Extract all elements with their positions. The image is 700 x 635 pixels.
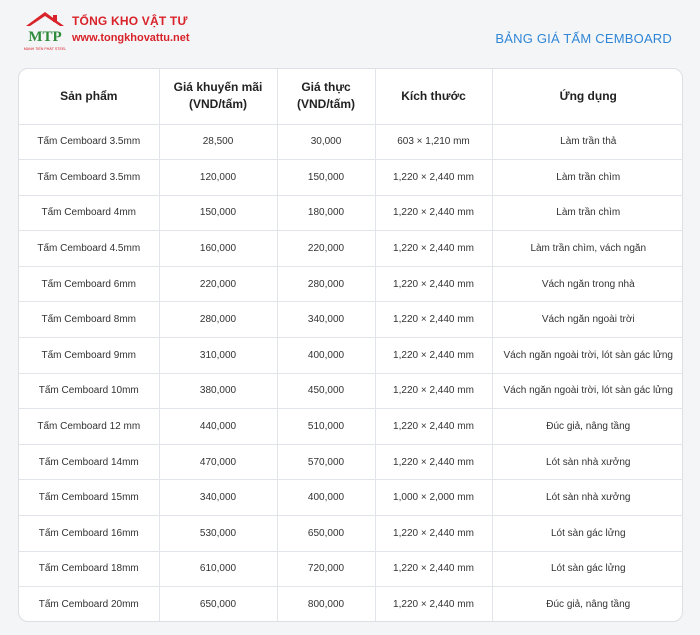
cell-usage: Làm trần chìm: [492, 160, 683, 196]
header: [0, 0, 700, 60]
cell-size: 1,220 × 2,440 mm: [375, 195, 492, 231]
table-row: [19, 302, 683, 338]
cell-actual-price: 30,000: [277, 124, 375, 160]
cell-actual-price: 510,000: [277, 409, 375, 445]
cell-usage: Lót sàn gác lửng: [492, 516, 683, 552]
cell-product: Tấm Cemboard 16mm: [19, 516, 159, 552]
cell-promo-price: 220,000: [159, 266, 277, 302]
cell-actual-price: 220,000: [277, 231, 375, 267]
cell-promo-price: 120,000: [159, 160, 277, 196]
table-body: [19, 124, 683, 622]
table-row: [19, 124, 683, 160]
table-row: [19, 231, 683, 267]
cell-promo-price: 340,000: [159, 480, 277, 516]
header-size: Kích thước: [375, 69, 492, 124]
cell-actual-price: 650,000: [277, 516, 375, 552]
cell-product: Tấm Cemboard 3.5mm: [19, 160, 159, 196]
cell-size: 1,220 × 2,440 mm: [375, 266, 492, 302]
cell-promo-price: 470,000: [159, 444, 277, 480]
cell-usage: Làm trần thả: [492, 124, 683, 160]
cell-usage: Đúc giả, nâng tầng: [492, 409, 683, 445]
cell-size: 1,220 × 2,440 mm: [375, 516, 492, 552]
cell-actual-price: 570,000: [277, 444, 375, 480]
table-row: [19, 338, 683, 374]
cell-usage: Vách ngăn ngoài trời, lót sàn gác lửng: [492, 338, 683, 374]
cell-promo-price: 440,000: [159, 409, 277, 445]
table-row: [19, 373, 683, 409]
cell-usage: Lót sàn nhà xưởng: [492, 480, 683, 516]
cell-actual-price: 150,000: [277, 160, 375, 196]
header-actual-price: Giá thực (VND/tấm): [277, 69, 375, 124]
cell-usage: Làm trần chìm, vách ngăn: [492, 231, 683, 267]
cell-size: 1,000 × 2,000 mm: [375, 480, 492, 516]
header-promo-price: Giá khuyến mãi (VND/tấm): [159, 69, 277, 124]
cell-usage: Làm trần chìm: [492, 195, 683, 231]
cell-actual-price: 340,000: [277, 302, 375, 338]
cell-actual-price: 800,000: [277, 587, 375, 622]
cell-usage: Lót sàn gác lửng: [492, 551, 683, 587]
table-row: [19, 516, 683, 552]
cell-product: Tấm Cemboard 9mm: [19, 338, 159, 374]
header-usage: Ứng dụng: [492, 69, 683, 124]
brand-url[interactable]: www.tongkhovattu.net: [72, 32, 190, 44]
brand-name: TỔNG KHO VẬT TƯ: [72, 14, 188, 28]
table-row: [19, 160, 683, 196]
cell-promo-price: 28,500: [159, 124, 277, 160]
cell-size: 1,220 × 2,440 mm: [375, 587, 492, 622]
table-row: [19, 551, 683, 587]
cell-product: Tấm Cemboard 4mm: [19, 195, 159, 231]
cell-product: Tấm Cemboard 14mm: [19, 444, 159, 480]
cell-promo-price: 380,000: [159, 373, 277, 409]
cell-promo-price: 150,000: [159, 195, 277, 231]
cell-size: 1,220 × 2,440 mm: [375, 444, 492, 480]
table-row: [19, 195, 683, 231]
price-table-card: [18, 68, 683, 622]
cell-promo-price: 280,000: [159, 302, 277, 338]
page-title: BẢNG GIÁ TẤM CEMBOARD: [495, 31, 672, 46]
cell-product: Tấm Cemboard 3.5mm: [19, 124, 159, 160]
cell-size: 603 × 1,210 mm: [375, 124, 492, 160]
price-table: [19, 69, 683, 622]
svg-text:MTP: MTP: [28, 29, 62, 45]
cell-promo-price: 610,000: [159, 551, 277, 587]
cell-promo-price: 650,000: [159, 587, 277, 622]
table-row: [19, 409, 683, 445]
table-row: [19, 587, 683, 622]
cell-usage: Đúc giả, nâng tầng: [546, 599, 631, 611]
cell-size: 1,220 × 2,440 mm: [375, 338, 492, 374]
table-header-row: [19, 69, 683, 124]
cell-product: Tấm Cemboard 12 mm: [19, 409, 159, 445]
cell-promo-price: 160,000: [159, 231, 277, 267]
cell-usage: Vách ngăn ngoài trời: [492, 302, 683, 338]
cell-size: 1,220 × 2,440 mm: [375, 551, 492, 587]
cell-product: Tấm Cemboard 8mm: [19, 302, 159, 338]
cell-promo-price: 310,000: [159, 338, 277, 374]
table-row: [19, 444, 683, 480]
cell-actual-price: 280,000: [277, 266, 375, 302]
cell-size: 1,220 × 2,440 mm: [375, 373, 492, 409]
svg-text:MẠNH TIẾN PHÁT STEEL: MẠNH TIẾN PHÁT STEEL: [23, 47, 67, 51]
cell-usage: Lót sàn nhà xưởng: [492, 444, 683, 480]
table-row: [19, 480, 683, 516]
cell-actual-price: 450,000: [277, 373, 375, 409]
cell-actual-price: 720,000: [277, 551, 375, 587]
cell-product: Tấm Cemboard 4.5mm: [19, 231, 159, 267]
cell-size: 1,220 × 2,440 mm: [375, 231, 492, 267]
cell-product: Tấm Cemboard 20mm: [19, 587, 159, 622]
cell-size: 1,220 × 2,440 mm: [375, 302, 492, 338]
table-row: [19, 266, 683, 302]
brand-logo[interactable]: [22, 10, 68, 54]
cell-actual-price: 400,000: [277, 480, 375, 516]
cell-promo-price: 530,000: [159, 516, 277, 552]
cell-size: 1,220 × 2,440 mm: [375, 160, 492, 196]
cell-actual-price: 400,000: [277, 338, 375, 374]
cell-product: Tấm Cemboard 15mm: [19, 480, 159, 516]
cell-product: Tấm Cemboard 10mm: [19, 373, 159, 409]
cell-usage: Vách ngăn trong nhà: [492, 266, 683, 302]
cell-product: Tấm Cemboard 6mm: [19, 266, 159, 302]
cell-size: 1,220 × 2,440 mm: [375, 409, 492, 445]
header-product: Sản phẩm: [19, 69, 159, 124]
cell-actual-price: 180,000: [277, 195, 375, 231]
cell-product: Tấm Cemboard 18mm: [19, 551, 159, 587]
cell-usage: Vách ngăn ngoài trời, lót sàn gác lửng: [492, 373, 683, 409]
